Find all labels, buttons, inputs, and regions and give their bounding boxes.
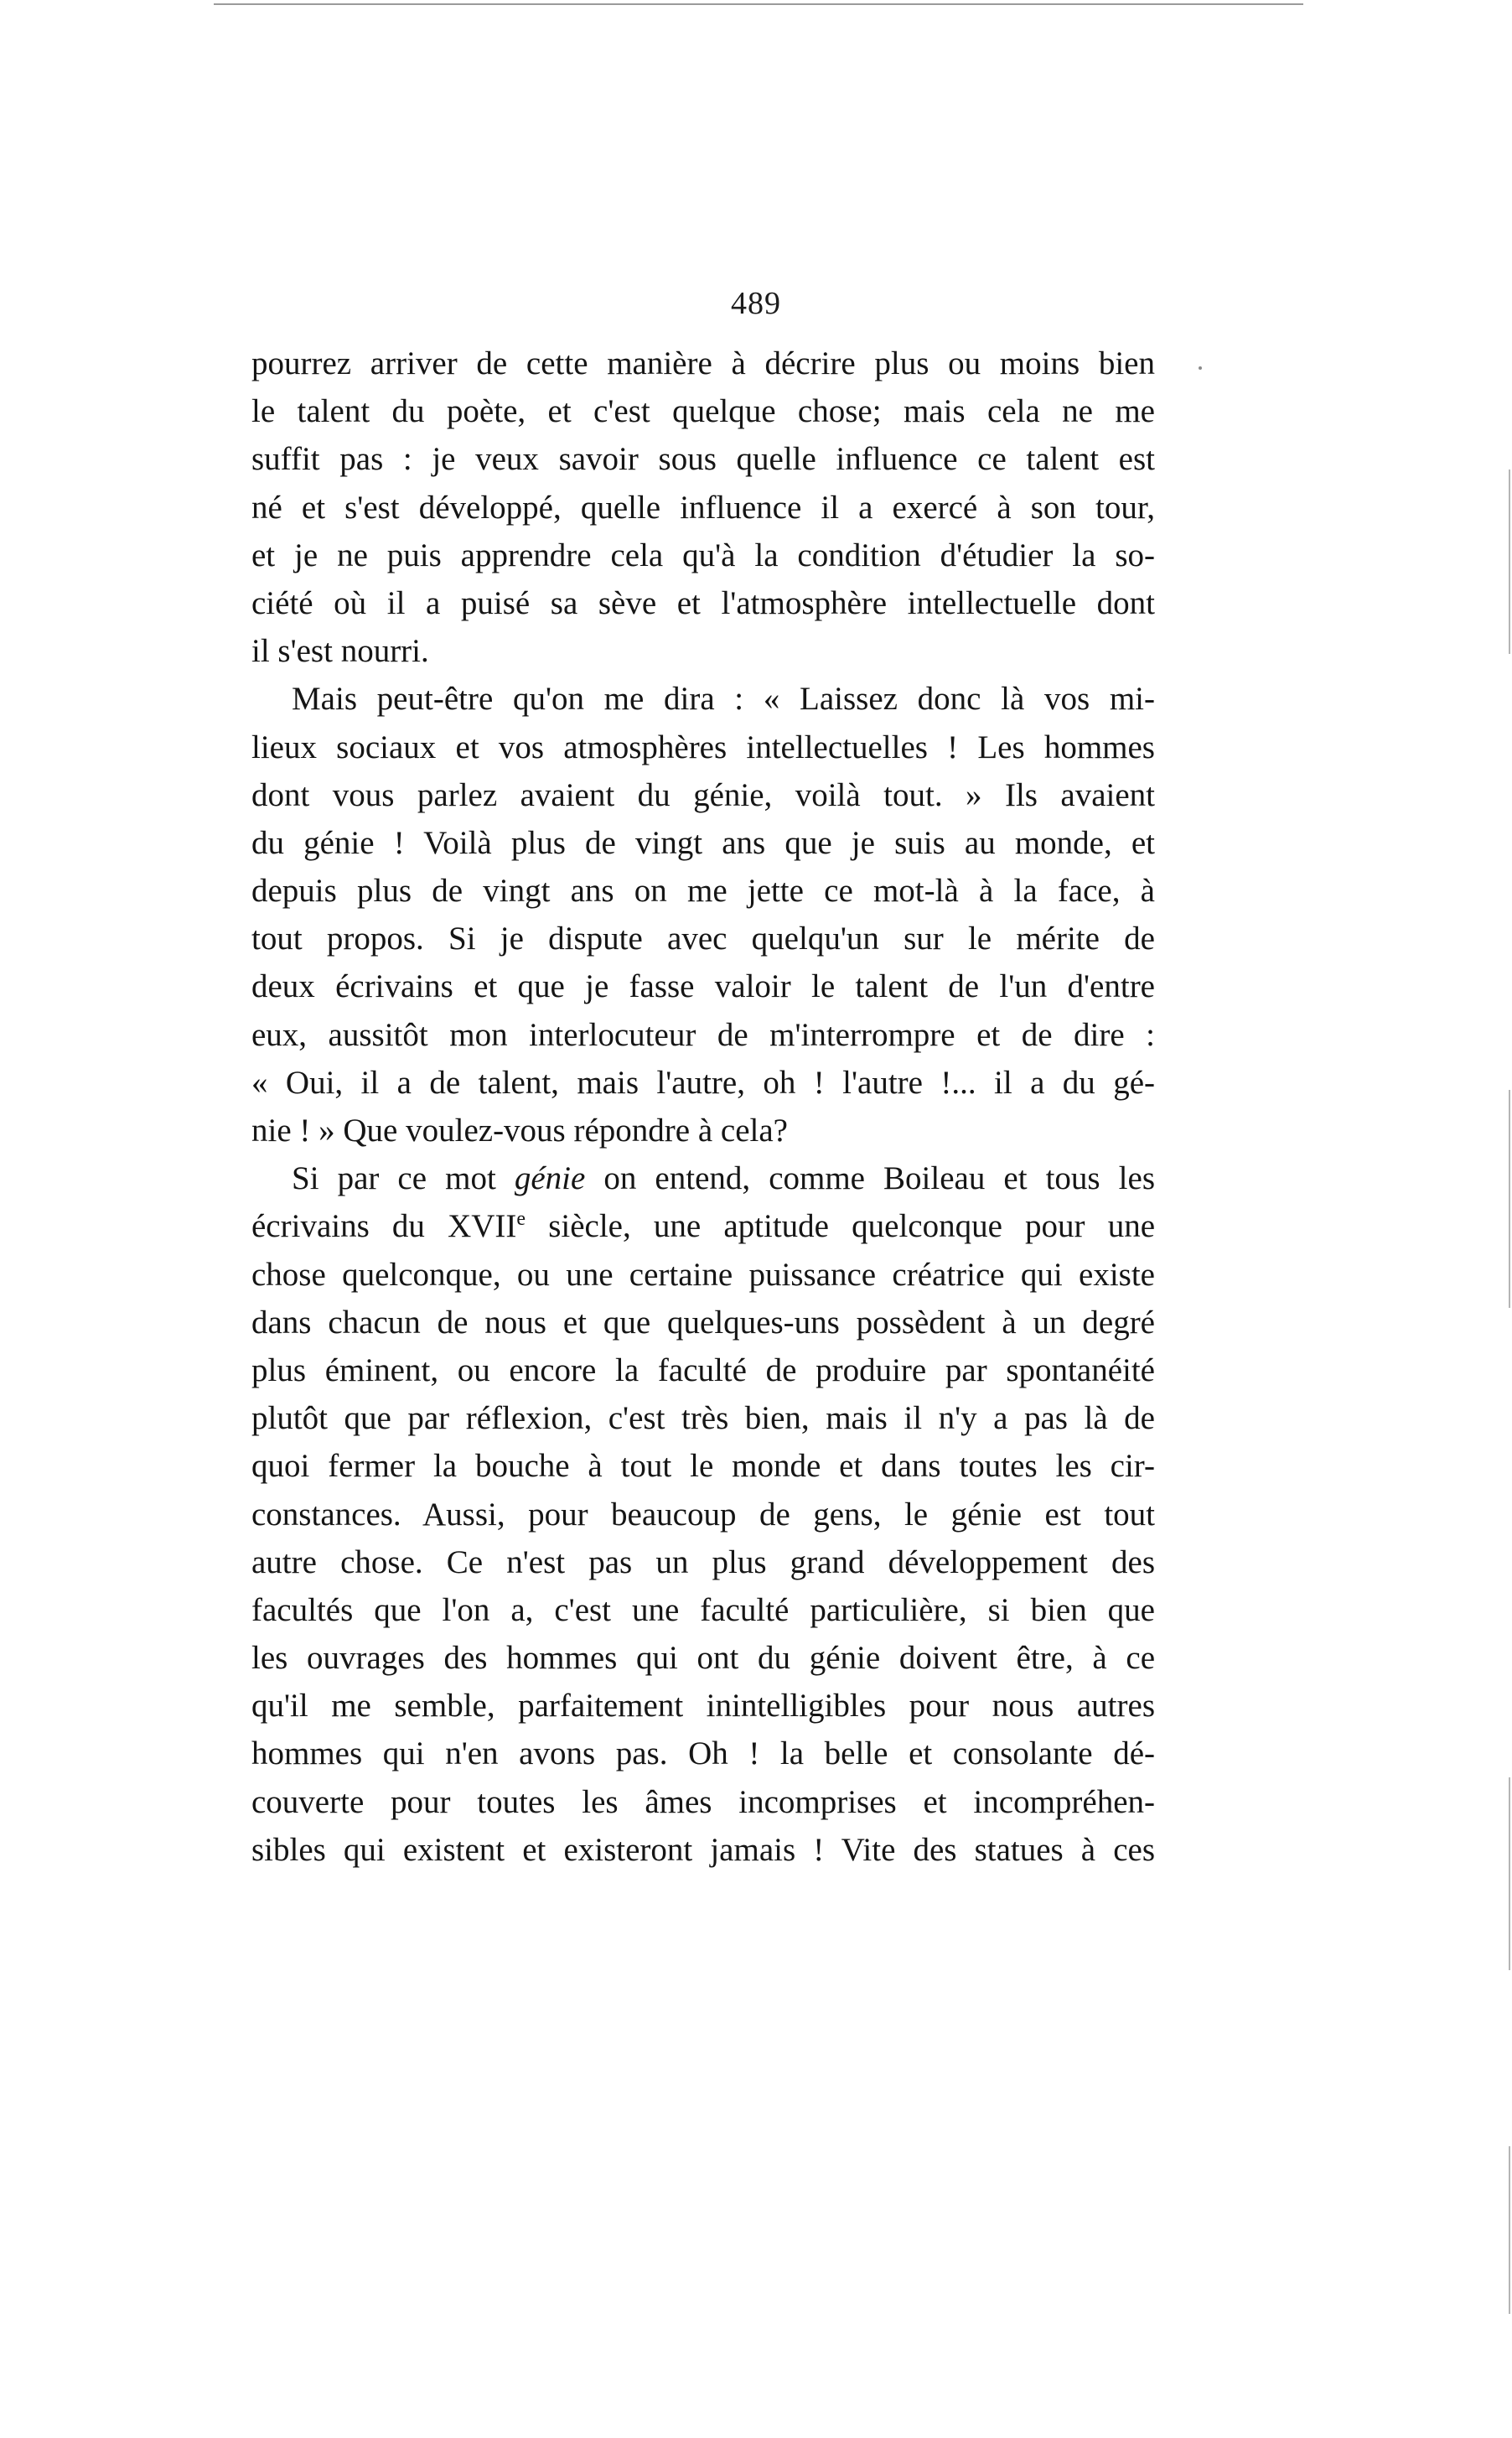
text-line: Si par ce mot génie on entend, comme Boileau et tous les [292, 1160, 1155, 1197]
text-line: depuis plus de vingt ans on me jette ce mot-là à la face, à [251, 873, 1155, 910]
text-line: quoi fermer la bouche à tout le monde et dans toutes les cir- [251, 1448, 1155, 1485]
text-line: qu'il me semble, parfaitement inintelligibles pour nous autres [251, 1688, 1155, 1725]
text-line: deux écrivains et que je fasse valoir le talent de l'un d'entre [251, 968, 1155, 1005]
text-line: suffit pas : je veux savoir sous quelle influence ce talent est [251, 441, 1155, 478]
text-line: constances. Aussi, pour beaucoup de gens, le génie est tout [251, 1496, 1155, 1533]
text-line: le talent du poète, et c'est quelque chose; mais cela ne me [251, 393, 1155, 430]
text-line: et je ne puis apprendre cela qu'à la condition d'étudier la so- [251, 537, 1155, 573]
text-line: sibles qui existent et existeront jamais ! Vite des statues à ces [251, 1831, 1155, 1868]
text-line: dans chacun de nous et que quelques-uns possèdent à un degré [251, 1304, 1155, 1341]
text-line: chose quelconque, ou une certaine puissance créatrice qui existe [251, 1256, 1155, 1293]
text-line: plutôt que par réflexion, c'est très bien, mais il n'y a pas là de [251, 1400, 1155, 1437]
text-line: pourrez arriver de cette manière à décrire plus ou moins bien [251, 345, 1155, 381]
text-line: autre chose. Ce n'est pas un plus grand développement des [251, 1543, 1155, 1580]
text-line: dont vous parlez avaient du génie, voilà tout. » Ils avaient [251, 776, 1155, 813]
text-line: il s'est nourri. [251, 633, 429, 670]
scan-top-edge [214, 3, 1303, 5]
text-line: « Oui, il a de talent, mais l'autre, oh ! l'autre !... il a du gé- [251, 1064, 1155, 1101]
text-line: né et s'est développé, quelle influence il a exercé à son tour, [251, 489, 1155, 526]
scan-speck [1199, 366, 1202, 370]
text-line: eux, aussitôt mon interlocuteur de m'interrompre et de dire : [251, 1016, 1155, 1053]
scan-right-edge-mark [1509, 469, 1510, 654]
text-line: lieux sociaux et vos atmosphères intellectuelles ! Les hommes [251, 729, 1155, 765]
text-line: les ouvrages des hommes qui ont du génie doivent être, à ce [251, 1640, 1155, 1677]
text-line: hommes qui n'en avons pas. Oh ! la belle et consolante dé- [251, 1735, 1155, 1772]
text-line: facultés que l'on a, c'est une faculté particulière, si bien que [251, 1591, 1155, 1628]
text-line: couverte pour toutes les âmes incomprises et incompréhen- [251, 1783, 1155, 1820]
text-line: du génie ! Voilà plus de vingt ans que je suis au monde, et [251, 824, 1155, 861]
text-line: tout propos. Si je dispute avec quelqu'un sur le mérite de [251, 921, 1155, 957]
text-line: plus éminent, ou encore la faculté de produire par spontanéité [251, 1351, 1155, 1388]
scan-right-edge-mark [1509, 1777, 1510, 1970]
text-line: Mais peut-être qu'on me dira : « Laissez donc là vos mi- [292, 681, 1155, 718]
text-line: écrivains du XVIIe siècle, une aptitude quelconque pour une [251, 1208, 1155, 1245]
text-line: ciété où il a puisé sa sève et l'atmosphère intellectuelle dont [251, 584, 1155, 621]
text-line: nie ! » Que voulez-vous répondre à cela? [251, 1113, 788, 1149]
scan-right-edge-mark [1509, 2146, 1510, 2314]
scan-right-edge-mark [1509, 1090, 1510, 1308]
body-text [251, 340, 1155, 1874]
page-number: 489 [731, 286, 781, 321]
